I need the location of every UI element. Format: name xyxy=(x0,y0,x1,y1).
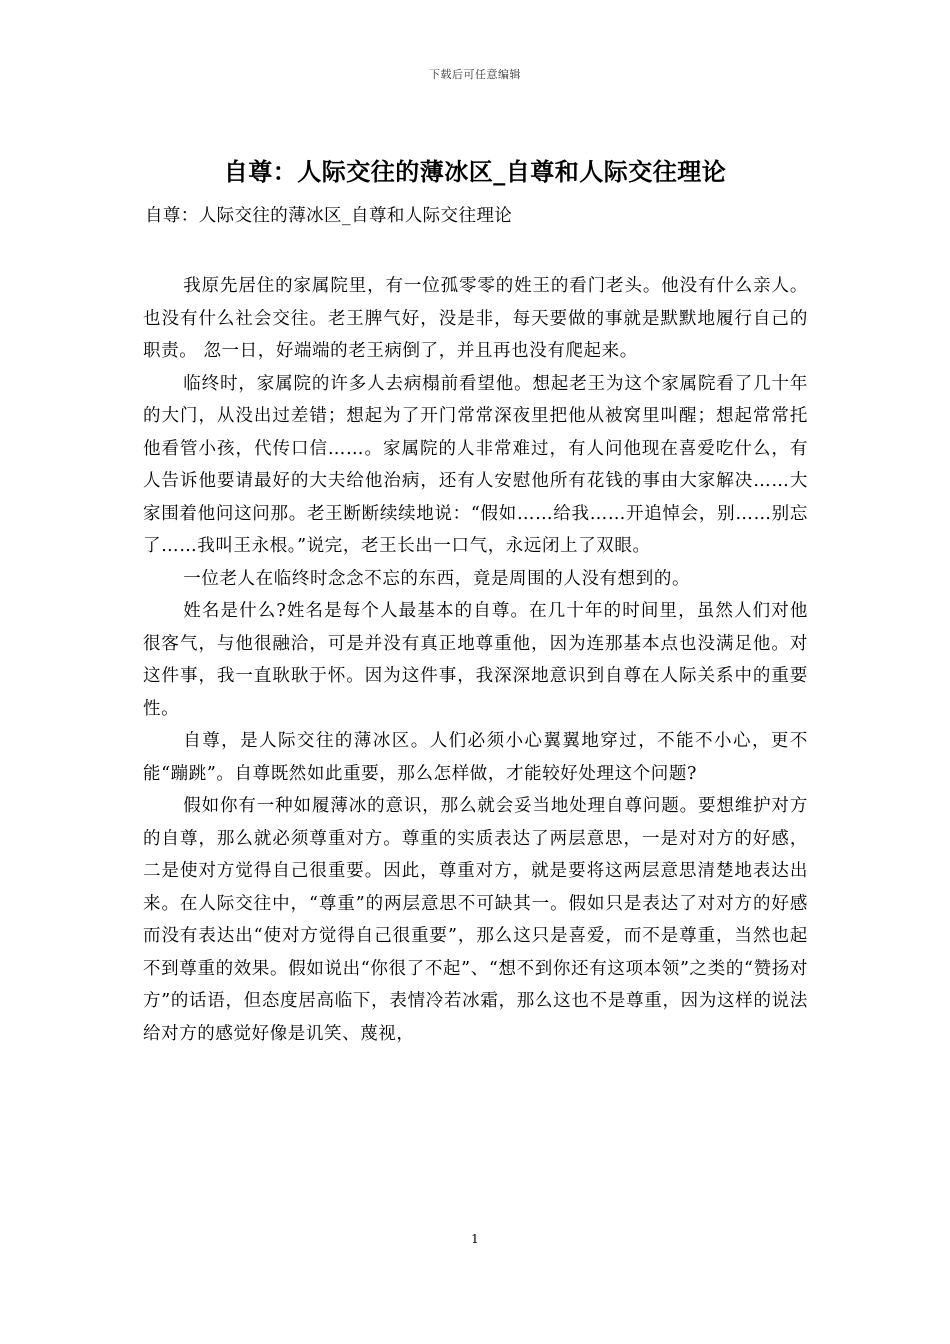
body-paragraph: 自尊，是人际交往的薄冰区。人们必须小心翼翼地穿过，不能不小心，更不能“蹦跳”。自尊既然如此重要，那么怎样做，才能较好处理这个问题? xyxy=(143,731,808,784)
body-paragraph: 我原先居住的家属院里，有一位孤零零的姓王的看门老头。他没有什么亲人。也没有什么社会交往。老王脾气好，没是非，每天要做的事就是默默地履行自己的职责。 忽一日，好端端的老王病倒了，并且再也没有爬起来。 xyxy=(143,276,808,361)
page-header-note: 下载后可任意编辑 xyxy=(429,68,521,81)
document-body xyxy=(143,270,808,1050)
document-subtitle: 自尊：人际交往的薄冰区_自尊和人际交往理论 xyxy=(145,206,513,226)
document-title: 自尊：人际交往的薄冰区_自尊和人际交往理论 xyxy=(223,157,727,186)
body-paragraph: 姓名是什么?姓名是每个人最基本的自尊。在几十年的时间里，虽然人们对他很客气，与他很融洽，可是并没有真正地尊重他，因为连那基本点也没满足他。对这件事，我一直耿耿于怀。因为这件事，我深深地意识到自尊在人际关系中的重要性。 xyxy=(143,601,808,719)
page-number: 1 xyxy=(471,1232,479,1246)
body-paragraph: 假如你有一种如履薄冰的意识，那么就会妥当地处理自尊问题。要想维护对方的自尊，那么就必须尊重对方。尊重的实质表达了两层意思，一是对对方的好感，二是使对方觉得自己很重要。因此，尊重对方，就是要将这两层意思清楚地表达出来。在人际交往中，“尊重”的两层意思不可缺其一。假如只是表达了对对方的好感而没有表达出“使对方觉得自己很重要”，那么这只是喜爱，而不是尊重，当然也起不到尊重的效果。假如说出“你很了不起”、“想不到你还有这项本领”之类的“赞扬对方”的话语，但态度居高临下，表情冷若冰霜，那么这也不是尊重，因为这样的说法给对方的感觉好像是讥笑、蔑视， xyxy=(143,796,808,1044)
body-paragraph: 临终时，家属院的许多人去病榻前看望他。想起老王为这个家属院看了几十年的大门，从没出过差错；想起为了开门常常深夜里把他从被窝里叫醒；想起常常托他看管小孩，代传口信……。家属院的人非常难过，有人问他现在喜爱吃什么，有人告诉他要请最好的大夫给他治病，还有人安慰他所有花钱的事由大家解决……大家围着他问这问那。老王断断续续地说：“假如……给我……开追悼会，别……别忘了……我叫王永根。”说完，老王长出一口气，永远闭上了双眼。 xyxy=(143,373,808,556)
body-paragraph: 一位老人在临终时念念不忘的东西，竟是周围的人没有想到的。 xyxy=(183,568,691,589)
